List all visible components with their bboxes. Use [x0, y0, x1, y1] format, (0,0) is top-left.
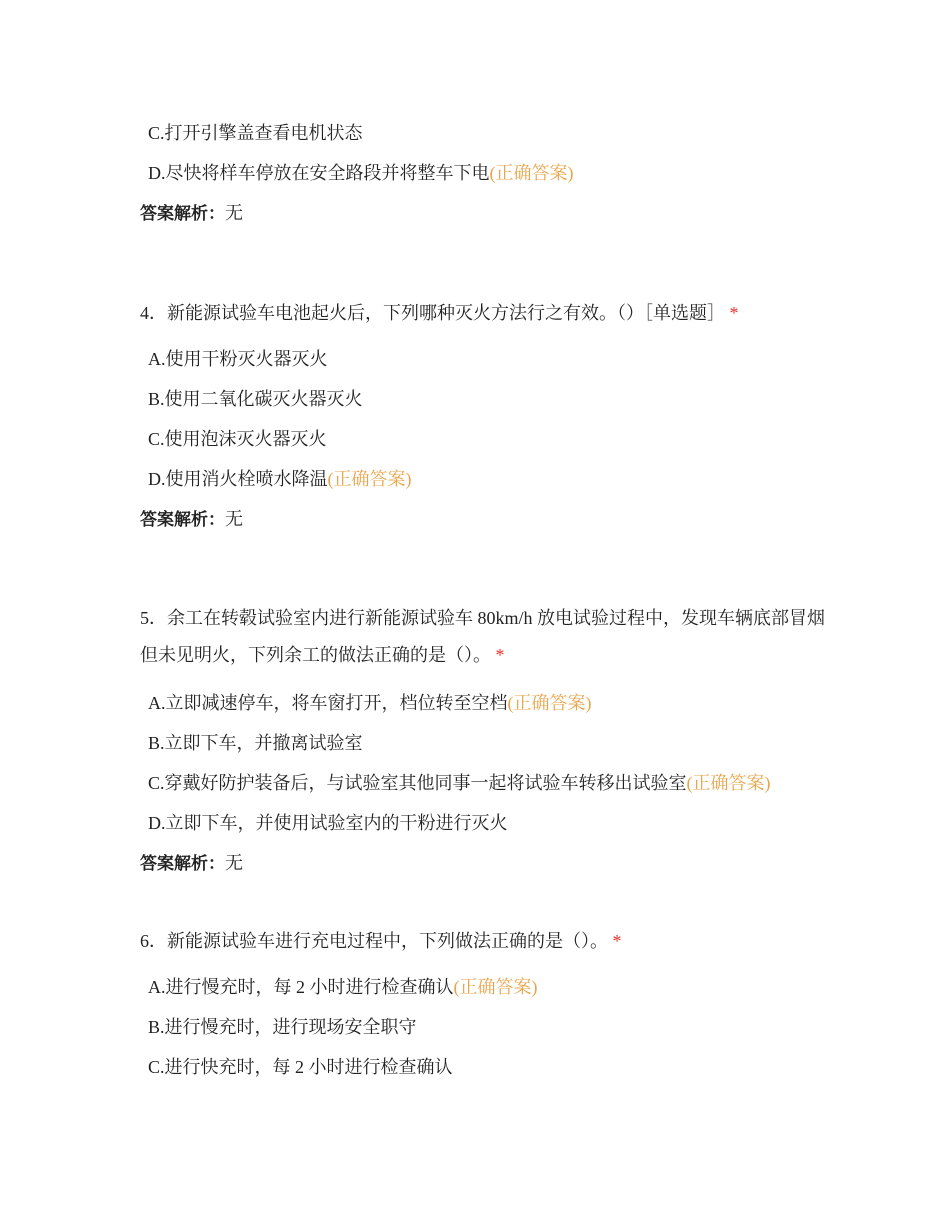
option-text: D.使用消火栓喷水降温	[148, 469, 328, 489]
q5-stem	[140, 600, 830, 674]
q5-option-a	[148, 692, 592, 714]
question-text: 6．新能源试验车进行充电过程中，下列做法正确的是（）。	[140, 931, 608, 951]
q5-option-b	[148, 732, 363, 754]
q4-option-b	[148, 388, 363, 410]
correct-answer-mark: (正确答案)	[686, 773, 771, 793]
required-mark: *	[495, 645, 505, 665]
correct-answer-mark: (正确答案)	[453, 977, 538, 997]
q6-option-b	[148, 1016, 417, 1038]
analysis-value: 无	[225, 853, 243, 873]
option-text: B.使用二氧化碳灭火器灭火	[148, 389, 363, 409]
q5-option-d	[148, 812, 508, 834]
q5-option-c	[148, 772, 771, 794]
option-text: A.进行慢充时，每 2 小时进行检查确认	[148, 977, 454, 997]
analysis-value: 无	[225, 203, 243, 223]
option-text: D.尽快将样车停放在安全路段并将整车下电	[148, 163, 490, 183]
q4-option-d	[148, 468, 412, 490]
analysis-label: 答案解析：	[140, 204, 225, 224]
option-text: B.立即下车，并撤离试验室	[148, 733, 363, 753]
q3-option-d	[148, 162, 574, 184]
q4-analysis	[140, 508, 243, 531]
correct-answer-mark: (正确答案)	[507, 693, 592, 713]
option-text: C.打开引擎盖查看电机状态	[148, 123, 363, 143]
required-mark: *	[729, 303, 739, 323]
analysis-label: 答案解析：	[140, 854, 225, 874]
option-text: A.使用干粉灭火器灭火	[148, 349, 328, 369]
correct-answer-mark: (正确答案)	[489, 163, 574, 183]
q5-analysis	[140, 852, 243, 875]
required-mark: *	[612, 931, 622, 951]
q6-stem	[140, 930, 622, 952]
q6-option-a	[148, 976, 538, 998]
analysis-label: 答案解析：	[140, 510, 225, 530]
option-text: C.穿戴好防护装备后，与试验室其他同事一起将试验车转移出试验室	[148, 773, 687, 793]
q4-option-c	[148, 428, 327, 450]
option-text: C.使用泡沫灭火器灭火	[148, 429, 327, 449]
correct-answer-mark: (正确答案)	[327, 469, 412, 489]
option-text: B.进行慢充时，进行现场安全职守	[148, 1017, 417, 1037]
analysis-value: 无	[225, 509, 243, 529]
q3-option-c	[148, 122, 363, 144]
q3-analysis	[140, 202, 243, 225]
q6-option-c	[148, 1056, 453, 1078]
question-text: 5．余工在转毂试验室内进行新能源试验车 80km/h 放电试验过程中，发现车辆底部冒烟但未见明火，下列余工的做法正确的是（）。	[140, 608, 825, 665]
option-text: C.进行快充时，每 2 小时进行检查确认	[148, 1057, 453, 1077]
option-text: D.立即下车，并使用试验室内的干粉进行灭火	[148, 813, 508, 833]
q4-option-a	[148, 348, 328, 370]
q4-stem	[140, 302, 739, 324]
question-text: 4．新能源试验车电池起火后，下列哪种灭火方法行之有效。（）［单选题］	[140, 303, 725, 323]
option-text: A.立即减速停车，将车窗打开，档位转至空档	[148, 693, 508, 713]
